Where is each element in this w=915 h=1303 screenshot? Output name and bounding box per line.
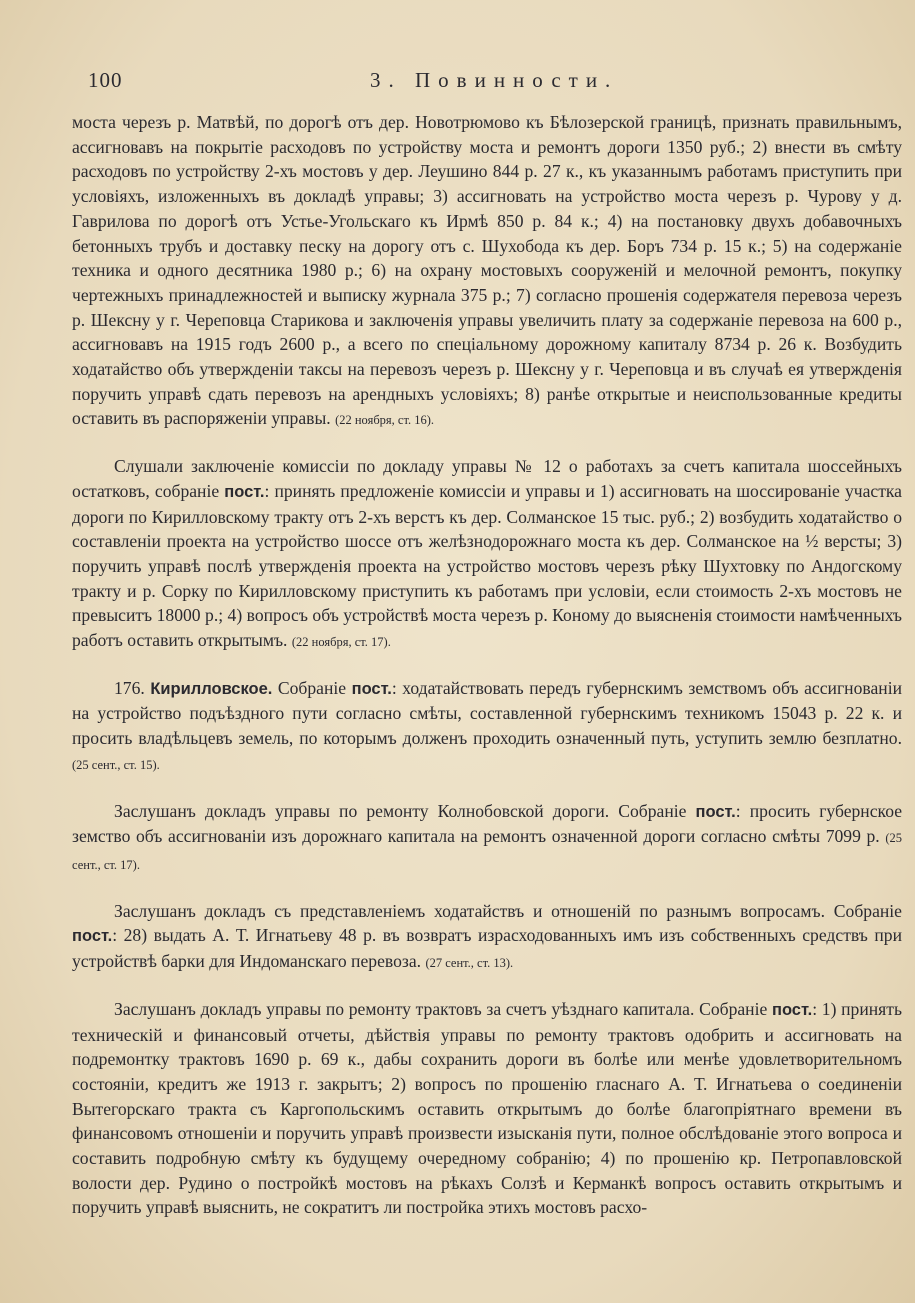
paragraph-text: Заслушанъ докладъ съ представленіемъ ходатайствъ и отношеній по разнымъ вопросамъ. Собраніе [114,900,902,921]
paragraph-text: : 28) выдать А. Т. Игнатьеву 48 р. въ возвратъ израсходованныхъ имъ изъ собственныхъ средствъ при устройствѣ барки для Индоманскаго перевоза. [72,925,902,972]
paragraph-text: : ходатайствовать передъ губернскимъ земствомъ объ ассигнованіи на устройство подъѣздного пути согласно смѣты, составленной губернскимъ техникомъ 15043 р. 22 к. и просить владѣльцевъ земель, по которымъ долженъ проходить означенный путь, уступить землю безплатно. [72,677,902,749]
emphasis-text: пост. [771,1000,813,1019]
paragraph-text: : 1) принять техническій и финансовый отчеты, дѣйствія управы по ремонту трактовъ одобрить и ассигновать на подремонтку трактовъ 1690 р. 69 к., дабы сохранить дороги въ болѣе или менѣе удовлетворительномъ состояніи, кредитъ же 1913 г. закрытъ; 2) вопросъ по прошенію гласнаго А. Т. Игнатьева о соединеніи Вытегорскаго тракта съ Каргопольскимъ оставить открытымъ до болѣе благопріятнаго времени въ финансовомъ отношеніи и поручить управѣ произвести изысканія пути, полное обслѣдованіе этого вопроса и составить подробную смѣту къ будущему очередному собранію; 4) по прошенію кр. Петропавловской волости дер. Рудино о постройкѣ мостовъ на рѣкахъ Солзѣ и Керманкѣ вопросъ оставить открытымъ и поручить управѣ выяснить, не сократитъ ли постройка этихъ мостовъ расхо- [72,998,902,1218]
emphasis-text: пост. [695,802,736,821]
paragraph [72,454,902,655]
citation-ref: (25 сент., ст. 17). [72,831,902,872]
emphasis-text: пост. [351,679,392,698]
citation-ref: (25 сент., ст. 15). [72,757,160,772]
body-text [72,110,902,1220]
citation-ref: (27 сент., ст. 13). [425,956,514,971]
paragraph [72,997,902,1220]
section-title: 3. Повинности. [370,68,619,92]
paragraph-text: : просить губернское земство объ ассигнованіи изъ дорожнаго капитала на ремонтъ означенной дороги согласно смѣты 7099 р. [72,800,903,847]
paragraph [72,676,902,778]
emphasis-text: пост. [72,927,113,946]
paragraph-text: Заслушанъ докладъ управы по ремонту трактовъ за счетъ уѣзднаго капитала. Собраніе [114,998,772,1019]
citation-ref: (22 ноября, ст. 16). [335,413,435,428]
paragraph [72,799,902,878]
page-number: 100 [88,68,123,92]
paragraph-text: Слушали заключеніе комиссіи по докладу управы № 12 о работахъ за счетъ капитала шоссейныхъ остатковъ, собраніе [72,456,902,501]
paragraph-text: моста черезъ р. Матвѣй, по дорогѣ отъ дер. Новотрюмово къ Бѣлозерской границѣ, признать правильнымъ, ассигновавъ на покрытіе расходовъ по устройству моста и ремонтъ дороги 1350 руб.; 2) внести въ смѣту расходовъ по устройству 2-хъ мостовъ у дер. Леушино 844 р. 27 к., къ указаннымъ работамъ приступить при условіяхъ, изложенныхъ въ докладѣ управы; 3) ассигновать на устройство моста черезъ р. Чурову у д. Гаврилова по дорогѣ отъ Устье-Угольскаго къ Ирмѣ 850 р. 84 к.; 4) на постановку двухъ добавочныхъ бетонныхъ трубъ и доставку песку на дорогу отъ с. Шухобода къ дер. Боръ 734 р. 15 к.; 5) на содержаніе техника и одного десятника 1980 р.; 6) на охрану мостовыхъ сооруженій и мелочной ремонтъ, покупку чертежныхъ принадлежностей и выписку журнала 375 р.; 7) согласно прошенія содержателя перевоза черезъ р. Шексну у г. Череповца Старикова и заключенія управы увеличить плату за содержаніе перевоза на 600 р., ассигновавъ на 1915 годъ 2600 р., а всего по спеціальному дорожному капиталу 8734 р. 26 к. Возбудить ходатайство объ утвержденіи таксы на перевозъ черезъ р. Шексну у г. Череповца и въ случаѣ ея утвержденія поручить управѣ сдать перевозъ на арендныхъ условіяхъ; 8) ранѣе открытые и неиспользованные кредиты оставить въ распоряженіи управы. [72,112,902,429]
citation-ref: (22 ноября, ст. 17). [291,635,391,650]
paragraph-text: : принять предложеніе комиссіи и управы и 1) ассигновать на шоссированіе участка дороги по Кирилловскому тракту отъ 2-хъ верстъ къ дер. Солманское 15 тыс. руб.; 2) возбудить ходатайство о составленіи проекта на устройство шоссе отъ желѣзнодорожнаго моста къ дер. Солманское на ½ версты; 3) поручить управѣ послѣ утвержденія проекта на устройство мостовъ черезъ рѣку Шухтовку по Андогскому тракту и р. Сорку по Кирилловскому приступить къ работамъ при условіи, если стоимость 2-хъ мостовъ не превыситъ 18000 р.; 4) вопросъ объ устройствѣ моста черезъ р. Коному до выясненія стоимости намѣченныхъ работъ оставить открытымъ. [72,480,902,651]
emphasis-text: Кирилловское. [150,679,273,698]
paragraph [72,110,902,433]
paragraph-text: Собраніе [272,677,352,698]
emphasis-text: пост. [224,482,265,501]
page-header [88,68,855,96]
paragraph-text: Заслушанъ докладъ управы по ремонту Колнобовской дороги. Собраніе [114,800,696,821]
paragraph [72,899,902,976]
paragraph-text: 176. [114,677,151,698]
